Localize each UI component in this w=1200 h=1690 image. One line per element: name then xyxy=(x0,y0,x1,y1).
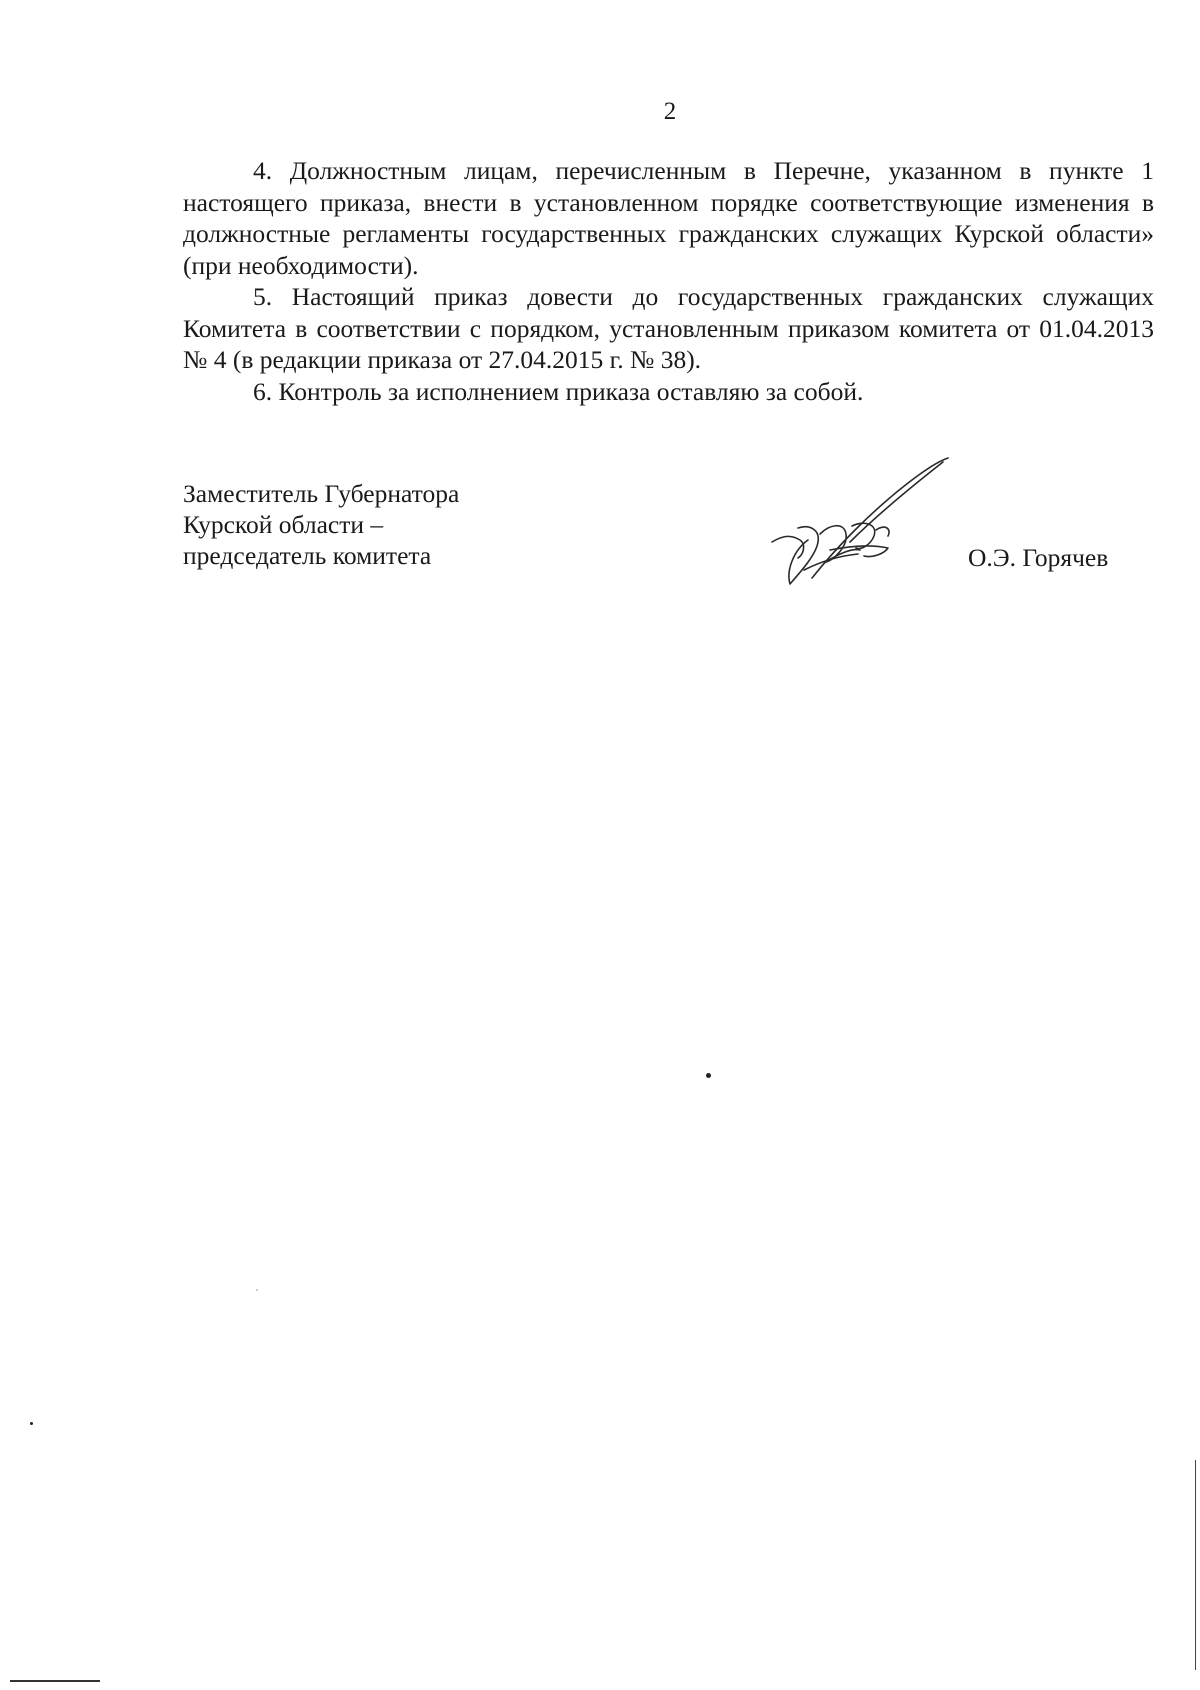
paragraph-item-6: 6. Контроль за исполнением приказа оставляю за собой. xyxy=(253,376,864,406)
scan-edge-mark xyxy=(10,1680,100,1682)
position-line: Курской области – xyxy=(183,510,384,539)
document-body xyxy=(183,155,1154,407)
paragraph-item-5: 5. Настоящий приказ довести до государственных гражданских служащих Комитета в соответствии с порядком, установленным приказом комитета от 01.04.2013 № 4 (в редакции приказа от 27.04.2015 г. № 38). xyxy=(183,282,1154,374)
scan-edge-mark xyxy=(1195,1460,1196,1670)
position-line: Заместитель Губернатора xyxy=(183,479,460,508)
page-number: 2 xyxy=(663,98,677,125)
scan-speck xyxy=(706,1073,711,1078)
signatory-position xyxy=(183,478,459,571)
position-line: председатель комитета xyxy=(183,541,432,570)
handwritten-signature xyxy=(760,450,960,590)
scan-speck xyxy=(30,1422,33,1425)
signer-name: О.Э. Горячев xyxy=(968,543,1109,572)
scan-speck xyxy=(256,1289,258,1291)
paragraph-item-4: 4. Должностным лицам, перечисленным в Перечне, указанном в пункте 1 настоящего приказа, внести в установленном порядке соответствующие изменения в должностные регламенты государственных гражданских служащих Курской области» (при необходимости). xyxy=(183,156,1154,280)
